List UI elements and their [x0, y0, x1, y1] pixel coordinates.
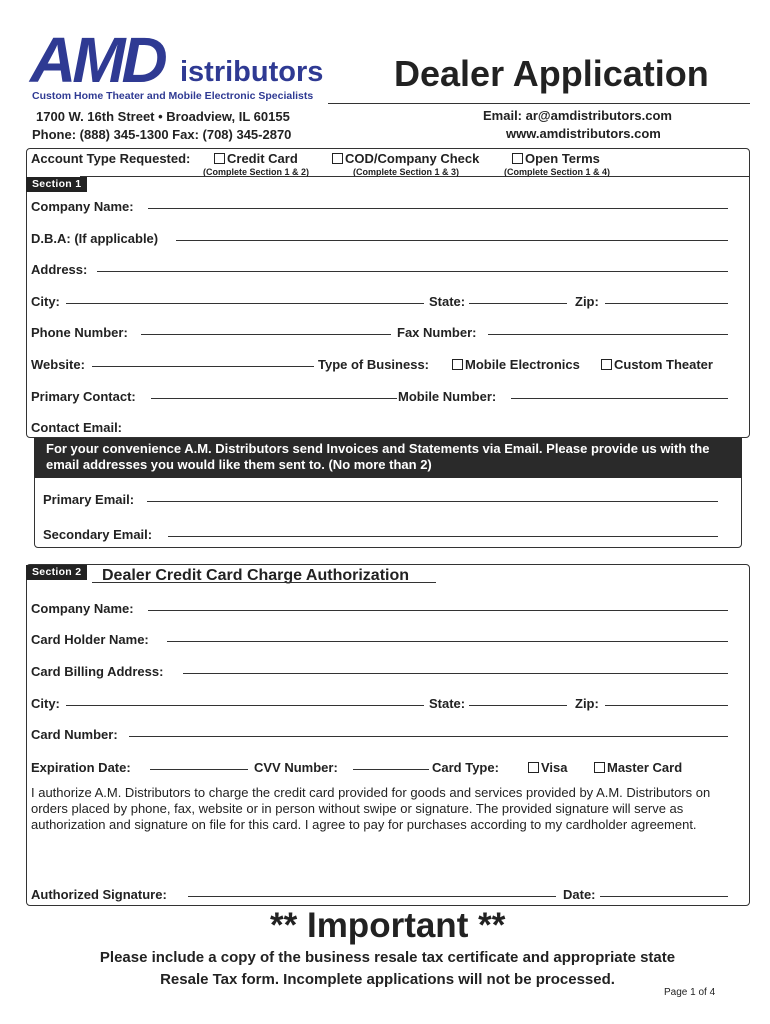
- card-option-visa[interactable]: [528, 760, 568, 775]
- business-option-theater[interactable]: [601, 357, 713, 372]
- section-1-tag: Section 1: [26, 177, 87, 192]
- cc-zip-label: Zip:: [575, 696, 599, 711]
- company-logo: [30, 26, 335, 102]
- page-number: Page 1 of 4: [664, 987, 716, 998]
- company-phone-fax: Phone: (888) 345-1300 Fax: (708) 345-2870: [32, 127, 292, 142]
- cod-note: (Complete Section 1 & 3): [353, 167, 460, 177]
- mobile-electronics-checkbox[interactable]: [452, 359, 463, 370]
- credit-card-checkbox[interactable]: [214, 153, 225, 164]
- account-option-credit-card[interactable]: [214, 151, 298, 166]
- important-note-line2: Resale Tax form. Incomplete applications will not be processed.: [160, 971, 615, 988]
- logo-istributors: istributors: [180, 56, 324, 88]
- important-note-line1: Please include a copy of the business resale tax certificate and appropriate state: [99, 949, 676, 966]
- cvv-label: CVV Number:: [254, 760, 338, 775]
- zip-label: Zip:: [575, 294, 599, 309]
- card-type-label: Card Type:: [432, 760, 499, 775]
- account-type-divider: [80, 176, 750, 177]
- cc-city-field[interactable]: [66, 705, 424, 706]
- visa-label: Visa: [541, 760, 568, 775]
- cc-state-field[interactable]: [469, 705, 567, 706]
- company-address: 1700 W. 16th Street • Broadview, IL 60155: [36, 109, 290, 124]
- card-number-field[interactable]: [129, 736, 728, 737]
- custom-theater-checkbox[interactable]: [601, 359, 612, 370]
- cc-company-name-field[interactable]: [148, 610, 728, 611]
- custom-theater-label: Custom Theater: [614, 357, 713, 372]
- card-number-label: Card Number:: [31, 727, 118, 742]
- business-type-label: Type of Business:: [318, 357, 430, 372]
- city-label: City:: [31, 294, 60, 309]
- dba-field[interactable]: [176, 240, 728, 241]
- page-title: Dealer Application: [394, 53, 709, 94]
- section-2-title: Dealer Credit Card Charge Authorization: [102, 567, 410, 584]
- phone-field[interactable]: [141, 334, 391, 335]
- cc-state-label: State:: [429, 696, 466, 711]
- expiration-label: Expiration Date:: [31, 760, 131, 775]
- dba-label: D.B.A: (If applicable): [31, 231, 159, 246]
- open-terms-checkbox[interactable]: [512, 153, 523, 164]
- cc-zip-field[interactable]: [605, 705, 728, 706]
- billing-address-field[interactable]: [183, 673, 728, 674]
- card-option-mastercard[interactable]: [594, 760, 682, 775]
- account-option-cod[interactable]: [332, 151, 479, 166]
- mobile-number-label: Mobile Number:: [398, 389, 497, 404]
- header-divider: [328, 103, 750, 104]
- cod-label: COD/Company Check: [345, 151, 480, 166]
- open-terms-note: (Complete Section 1 & 4): [504, 167, 611, 177]
- primary-email-field[interactable]: [147, 501, 718, 502]
- secondary-email-field[interactable]: [168, 536, 718, 537]
- section-2-title-underline: [92, 582, 436, 583]
- section-2-tag: Section 2: [26, 565, 87, 580]
- city-field[interactable]: [66, 303, 424, 304]
- card-holder-label: Card Holder Name:: [31, 632, 149, 647]
- mastercard-label: Master Card: [607, 760, 683, 775]
- billing-address-label: Card Billing Address:: [31, 664, 164, 679]
- phone-label: Phone Number:: [31, 325, 128, 340]
- cvv-field[interactable]: [353, 769, 429, 770]
- account-option-open-terms[interactable]: [512, 151, 600, 166]
- account-type-label: Account Type Requested:: [31, 151, 191, 166]
- fax-label: Fax Number:: [397, 325, 477, 340]
- visa-checkbox[interactable]: [528, 762, 539, 773]
- state-field[interactable]: [469, 303, 567, 304]
- section-2-box: [26, 564, 750, 906]
- open-terms-label: Open Terms: [525, 151, 600, 166]
- primary-email-label: Primary Email:: [43, 492, 135, 507]
- contact-email-label: Contact Email:: [31, 420, 123, 435]
- website-field[interactable]: [92, 366, 314, 367]
- mobile-number-field[interactable]: [511, 398, 728, 399]
- signature-label: Authorized Signature:: [31, 887, 167, 902]
- date-label: Date:: [563, 887, 596, 902]
- address-field[interactable]: [97, 271, 728, 272]
- zip-field[interactable]: [605, 303, 728, 304]
- company-email: Email: ar@amdistributors.com: [483, 108, 672, 123]
- company-name-field[interactable]: [148, 208, 728, 209]
- email-banner: For your convenience A.M. Distributors send Invoices and Statements via Email. Please provide us with the email addresses you would like them sent to. (No more than 2): [34, 438, 742, 478]
- date-field[interactable]: [600, 896, 728, 897]
- company-name-label: Company Name:: [31, 199, 134, 214]
- credit-card-label: Credit Card: [227, 151, 298, 166]
- expiration-field[interactable]: [150, 769, 248, 770]
- cc-city-label: City:: [31, 696, 60, 711]
- address-label: Address:: [31, 262, 88, 277]
- business-option-mobile[interactable]: [452, 357, 580, 372]
- logo-am-letters: AMD: [30, 24, 164, 96]
- website-label: Website:: [31, 357, 85, 372]
- logo-tagline: Custom Home Theater and Mobile Electronic Specialists: [32, 90, 314, 102]
- secondary-email-label: Secondary Email:: [43, 527, 153, 542]
- authorization-text: I authorize A.M. Distributors to charge the credit card provided for goods and services provided by A.M. Distributors on orders placed by phone, fax, website or in person without swipe or signature. The provided signature will serve as authorization and signature on file for this card. I agree to pay for purchases according to my cardholder agreement.: [31, 785, 711, 832]
- fax-field[interactable]: [488, 334, 728, 335]
- important-heading: ** Important **: [270, 906, 506, 945]
- mobile-electronics-label: Mobile Electronics: [465, 357, 580, 372]
- cod-checkbox[interactable]: [332, 153, 343, 164]
- signature-field[interactable]: [188, 896, 556, 897]
- cc-company-name-label: Company Name:: [31, 601, 134, 616]
- credit-card-note: (Complete Section 1 & 2): [203, 167, 310, 177]
- card-holder-field[interactable]: [167, 641, 728, 642]
- primary-contact-label: Primary Contact:: [31, 389, 136, 404]
- company-website: www.amdistributors.com: [506, 126, 661, 141]
- state-label: State:: [429, 294, 466, 309]
- primary-contact-field[interactable]: [151, 398, 397, 399]
- mastercard-checkbox[interactable]: [594, 762, 605, 773]
